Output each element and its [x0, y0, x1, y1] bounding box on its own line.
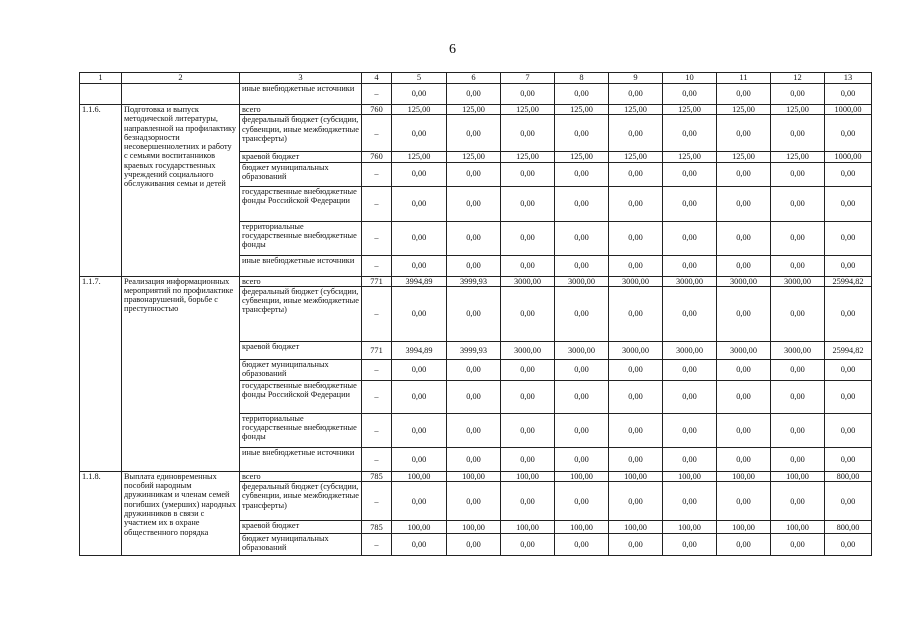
- cell-year-value: 0,00: [771, 447, 825, 471]
- cell-year-value: 0,00: [501, 221, 555, 255]
- cell-year-value: 0,00: [609, 221, 663, 255]
- cell-total: 0,00: [825, 186, 872, 221]
- cell-year-value: 0,00: [771, 534, 825, 556]
- header-cell: 7: [501, 73, 555, 84]
- item-index: 1.1.6.: [80, 105, 122, 277]
- budget-table: [79, 72, 872, 556]
- cell-code: –: [362, 413, 392, 447]
- cell-year-value: 125,00: [609, 152, 663, 162]
- cell-code: 771: [362, 276, 392, 286]
- cell-year-value: 125,00: [447, 152, 501, 162]
- cell-year-value: 0,00: [609, 286, 663, 341]
- cell-total: 0,00: [825, 221, 872, 255]
- cell-code: –: [362, 255, 392, 276]
- cell-year-value: 3000,00: [501, 341, 555, 359]
- cell-year-value: 0,00: [447, 534, 501, 556]
- cell-year-value: 0,00: [717, 380, 771, 413]
- cell-year-value: 0,00: [447, 359, 501, 380]
- cell-year-value: 0,00: [717, 482, 771, 521]
- cell-total: 0,00: [825, 115, 872, 152]
- cell-code: 760: [362, 152, 392, 162]
- header-cell: 12: [771, 73, 825, 84]
- cell-year-value: 100,00: [717, 471, 771, 481]
- cell-year-value: 0,00: [501, 534, 555, 556]
- cell-code: –: [362, 380, 392, 413]
- cell-year-value: 0,00: [555, 84, 609, 105]
- cell-code: –: [362, 482, 392, 521]
- cell-source: бюджет муниципальных образований: [240, 534, 362, 556]
- cell-year-value: 0,00: [392, 413, 447, 447]
- cell-year-value: 125,00: [555, 152, 609, 162]
- cell-year-value: 0,00: [609, 534, 663, 556]
- cell-year-value: 3994,89: [392, 341, 447, 359]
- header-cell: 1: [80, 73, 122, 84]
- cell-year-value: 0,00: [663, 380, 717, 413]
- cell-year-value: 0,00: [447, 221, 501, 255]
- header-cell: 3: [240, 73, 362, 84]
- cell-year-value: 0,00: [447, 162, 501, 186]
- cell-year-value: 0,00: [663, 162, 717, 186]
- cell-year-value: 0,00: [717, 255, 771, 276]
- cell-year-value: 0,00: [392, 84, 447, 105]
- cell-year-value: 0,00: [609, 447, 663, 471]
- cell-year-value: 0,00: [771, 115, 825, 152]
- cell-year-value: 0,00: [771, 255, 825, 276]
- cell-year-value: 0,00: [555, 221, 609, 255]
- cell-code: 785: [362, 471, 392, 481]
- cell-year-value: 0,00: [771, 286, 825, 341]
- cell-year-value: 100,00: [663, 471, 717, 481]
- cell-year-value: 3000,00: [501, 276, 555, 286]
- cell-year-value: 3000,00: [663, 276, 717, 286]
- cell-year-value: 0,00: [501, 162, 555, 186]
- cell-year-value: 0,00: [771, 221, 825, 255]
- cell-year-value: 0,00: [392, 221, 447, 255]
- cell-year-value: 3999,93: [447, 276, 501, 286]
- cell-year-value: 3000,00: [555, 276, 609, 286]
- cell-year-value: 0,00: [717, 84, 771, 105]
- cell-year-value: 100,00: [717, 521, 771, 534]
- table-row: [80, 471, 872, 481]
- cell-year-value: 100,00: [663, 521, 717, 534]
- cell-total: 0,00: [825, 84, 872, 105]
- cell-year-value: 0,00: [501, 286, 555, 341]
- header-cell: 4: [362, 73, 392, 84]
- cell-year-value: 0,00: [447, 413, 501, 447]
- cell-year-value: 0,00: [609, 255, 663, 276]
- cell-year-value: 0,00: [717, 115, 771, 152]
- cell-year-value: 125,00: [609, 105, 663, 115]
- cell-year-value: 0,00: [501, 84, 555, 105]
- cell-source: краевой бюджет: [240, 521, 362, 534]
- cell-year-value: 0,00: [447, 84, 501, 105]
- cell-year-value: 0,00: [609, 186, 663, 221]
- cell-year-value: 0,00: [771, 162, 825, 186]
- cell-year-value: 0,00: [555, 534, 609, 556]
- cell-total: 800,00: [825, 521, 872, 534]
- cell-year-value: 0,00: [501, 380, 555, 413]
- cell-year-value: 0,00: [717, 162, 771, 186]
- cell-code: –: [362, 115, 392, 152]
- cell-total: 0,00: [825, 413, 872, 447]
- item-name: Выплата единовременных пособий народным дружинникам и членам семей погибших (умерших) народных дружинников в связи с участием их в охране общественного порядка: [122, 471, 240, 555]
- header-cell: 10: [663, 73, 717, 84]
- cell-year-value: 125,00: [501, 152, 555, 162]
- cell-code: –: [362, 162, 392, 186]
- cell-year-value: 0,00: [392, 115, 447, 152]
- header-row: [80, 73, 872, 84]
- item-name: Подготовка и выпуск методической литературы, направленной на профилактику безнадзорности несовершеннолетних и работу с семьями воспитанников краевых государственных учреждений социального обслуживания семьи и детей: [122, 105, 240, 277]
- cell-year-value: 0,00: [771, 186, 825, 221]
- header-cell: 8: [555, 73, 609, 84]
- cell-total: 0,00: [825, 162, 872, 186]
- cell-source: иные внебюджетные источники: [240, 84, 362, 105]
- cell-year-value: 3000,00: [609, 276, 663, 286]
- cell-total: 25994,82: [825, 341, 872, 359]
- cell-year-value: 100,00: [609, 471, 663, 481]
- cell-year-value: 0,00: [717, 186, 771, 221]
- cell-year-value: 0,00: [609, 115, 663, 152]
- cell-total: 25994,82: [825, 276, 872, 286]
- cell-code: 760: [362, 105, 392, 115]
- cell-year-value: 0,00: [663, 359, 717, 380]
- header-cell: 2: [122, 73, 240, 84]
- cell-year-value: 0,00: [663, 286, 717, 341]
- cell-year-value: 0,00: [717, 413, 771, 447]
- cell-year-value: 0,00: [717, 534, 771, 556]
- cell-year-value: 0,00: [392, 447, 447, 471]
- cell-year-value: 0,00: [447, 255, 501, 276]
- table-row: [80, 105, 872, 115]
- cell-source: государственные внебюджетные фонды Российской Федерации: [240, 186, 362, 221]
- cell-year-value: 125,00: [663, 105, 717, 115]
- cell-year-value: 3999,93: [447, 341, 501, 359]
- cell-year-value: 0,00: [447, 115, 501, 152]
- cell-year-value: 0,00: [771, 380, 825, 413]
- cell-source: всего: [240, 105, 362, 115]
- cell-year-value: 100,00: [609, 521, 663, 534]
- page-number: 6: [449, 42, 456, 57]
- header-cell: 5: [392, 73, 447, 84]
- cell-code: –: [362, 534, 392, 556]
- cell-total: 0,00: [825, 482, 872, 521]
- item-index: 1.1.7.: [80, 276, 122, 471]
- cell-code: –: [362, 186, 392, 221]
- item-name: Реализация информационных мероприятий по профилактике правонарушений, борьбе с преступностью: [122, 276, 240, 471]
- cell-code: 771: [362, 341, 392, 359]
- cell-total: 0,00: [825, 447, 872, 471]
- cell-year-value: 0,00: [663, 186, 717, 221]
- cell-source: всего: [240, 471, 362, 481]
- cell-year-value: 100,00: [501, 471, 555, 481]
- cell-year-value: 0,00: [609, 413, 663, 447]
- cell-year-value: 3000,00: [609, 341, 663, 359]
- header-cell: 13: [825, 73, 872, 84]
- cell-total: 1000,00: [825, 152, 872, 162]
- cell-year-value: 125,00: [392, 152, 447, 162]
- cell-year-value: 0,00: [555, 286, 609, 341]
- cell-year-value: 0,00: [392, 255, 447, 276]
- cell-year-value: 0,00: [771, 482, 825, 521]
- cell-year-value: 0,00: [392, 186, 447, 221]
- cell-year-value: 3994,89: [392, 276, 447, 286]
- cell-source: территориальные государственные внебюджетные фонды: [240, 221, 362, 255]
- cell-year-value: 0,00: [447, 482, 501, 521]
- cell-year-value: 3000,00: [771, 341, 825, 359]
- cell-year-value: 0,00: [501, 186, 555, 221]
- cell-year-value: 0,00: [555, 359, 609, 380]
- cell-year-value: 0,00: [771, 84, 825, 105]
- cell-year-value: 0,00: [663, 482, 717, 521]
- cell-code: 785: [362, 521, 392, 534]
- cell-year-value: 0,00: [609, 482, 663, 521]
- cell-year-value: 0,00: [717, 221, 771, 255]
- cell-name: [122, 84, 240, 105]
- cell-year-value: 0,00: [717, 286, 771, 341]
- cell-source: иные внебюджетные источники: [240, 255, 362, 276]
- cell-year-value: 100,00: [501, 521, 555, 534]
- cell-year-value: 0,00: [663, 115, 717, 152]
- cell-year-value: 125,00: [501, 105, 555, 115]
- cell-code: –: [362, 221, 392, 255]
- cell-total: 0,00: [825, 380, 872, 413]
- cell-total: 1000,00: [825, 105, 872, 115]
- cell-year-value: 100,00: [771, 471, 825, 481]
- cell-code: –: [362, 84, 392, 105]
- cell-year-value: 100,00: [771, 521, 825, 534]
- cell-year-value: 0,00: [392, 534, 447, 556]
- cell-source: бюджет муниципальных образований: [240, 162, 362, 186]
- cell-year-value: 125,00: [771, 152, 825, 162]
- cell-year-value: 125,00: [717, 152, 771, 162]
- table-row: [80, 276, 872, 286]
- cell-year-value: 3000,00: [717, 341, 771, 359]
- cell-year-value: 0,00: [555, 380, 609, 413]
- cell-source: государственные внебюджетные фонды Российской Федерации: [240, 380, 362, 413]
- cell-year-value: 0,00: [501, 359, 555, 380]
- cell-year-value: 0,00: [447, 186, 501, 221]
- cell-year-value: 0,00: [609, 359, 663, 380]
- cell-year-value: 125,00: [392, 105, 447, 115]
- cell-year-value: 0,00: [447, 380, 501, 413]
- cell-year-value: 0,00: [663, 447, 717, 471]
- cell-source: федеральный бюджет (субсидии, субвенции, иные межбюджетные трансферты): [240, 286, 362, 341]
- cell-year-value: 3000,00: [555, 341, 609, 359]
- cell-year-value: 0,00: [717, 359, 771, 380]
- cell-total: 0,00: [825, 534, 872, 556]
- cell-year-value: 100,00: [392, 471, 447, 481]
- cell-year-value: 3000,00: [771, 276, 825, 286]
- cell-total: 0,00: [825, 359, 872, 380]
- cell-year-value: 3000,00: [717, 276, 771, 286]
- cell-source: всего: [240, 276, 362, 286]
- cell-year-value: 3000,00: [663, 341, 717, 359]
- cell-year-value: 0,00: [555, 447, 609, 471]
- cell-year-value: 0,00: [609, 84, 663, 105]
- cell-year-value: 0,00: [663, 413, 717, 447]
- cell-source: территориальные государственные внебюджетные фонды: [240, 413, 362, 447]
- cell-year-value: 0,00: [501, 482, 555, 521]
- cell-year-value: 0,00: [663, 84, 717, 105]
- cell-source: иные внебюджетные источники: [240, 447, 362, 471]
- cell-year-value: 0,00: [555, 186, 609, 221]
- cell-year-value: 125,00: [771, 105, 825, 115]
- cell-total: 0,00: [825, 255, 872, 276]
- cell-year-value: 0,00: [663, 534, 717, 556]
- cell-year-value: 0,00: [609, 162, 663, 186]
- cell-year-value: 0,00: [392, 286, 447, 341]
- cell-year-value: 125,00: [555, 105, 609, 115]
- cell-year-value: 0,00: [447, 447, 501, 471]
- cell-year-value: 0,00: [609, 380, 663, 413]
- cell-total: 0,00: [825, 286, 872, 341]
- cell-year-value: 0,00: [392, 359, 447, 380]
- table-row: [80, 84, 872, 105]
- header-cell: 9: [609, 73, 663, 84]
- cell-year-value: 0,00: [501, 255, 555, 276]
- cell-year-value: 125,00: [447, 105, 501, 115]
- cell-year-value: 0,00: [771, 413, 825, 447]
- cell-year-value: 0,00: [555, 162, 609, 186]
- cell-year-value: 100,00: [392, 521, 447, 534]
- cell-year-value: 100,00: [555, 471, 609, 481]
- cell-year-value: 0,00: [447, 286, 501, 341]
- cell-year-value: 0,00: [717, 447, 771, 471]
- cell-source: федеральный бюджет (субсидии, субвенции, иные межбюджетные трансферты): [240, 482, 362, 521]
- header-cell: 6: [447, 73, 501, 84]
- cell-year-value: 0,00: [555, 413, 609, 447]
- cell-year-value: 0,00: [771, 359, 825, 380]
- cell-year-value: 0,00: [501, 447, 555, 471]
- cell-code: –: [362, 447, 392, 471]
- cell-year-value: 0,00: [501, 115, 555, 152]
- cell-year-value: 0,00: [663, 221, 717, 255]
- cell-year-value: 100,00: [555, 521, 609, 534]
- cell-year-value: 125,00: [717, 105, 771, 115]
- cell-year-value: 100,00: [447, 521, 501, 534]
- cell-source: федеральный бюджет (субсидии, субвенции, иные межбюджетные трансферты): [240, 115, 362, 152]
- cell-year-value: 0,00: [392, 162, 447, 186]
- cell-source: краевой бюджет: [240, 152, 362, 162]
- cell-source: бюджет муниципальных образований: [240, 359, 362, 380]
- cell-year-value: 0,00: [392, 380, 447, 413]
- cell-year-value: 0,00: [555, 115, 609, 152]
- cell-year-value: 125,00: [663, 152, 717, 162]
- header-cell: 11: [717, 73, 771, 84]
- cell-year-value: 100,00: [447, 471, 501, 481]
- cell-total: 800,00: [825, 471, 872, 481]
- cell-year-value: 0,00: [555, 255, 609, 276]
- cell-year-value: 0,00: [392, 482, 447, 521]
- cell-source: краевой бюджет: [240, 341, 362, 359]
- item-index: 1.1.8.: [80, 471, 122, 555]
- cell-code: –: [362, 286, 392, 341]
- cell-code: –: [362, 359, 392, 380]
- cell-index: [80, 84, 122, 105]
- cell-year-value: 0,00: [555, 482, 609, 521]
- cell-year-value: 0,00: [501, 413, 555, 447]
- cell-year-value: 0,00: [663, 255, 717, 276]
